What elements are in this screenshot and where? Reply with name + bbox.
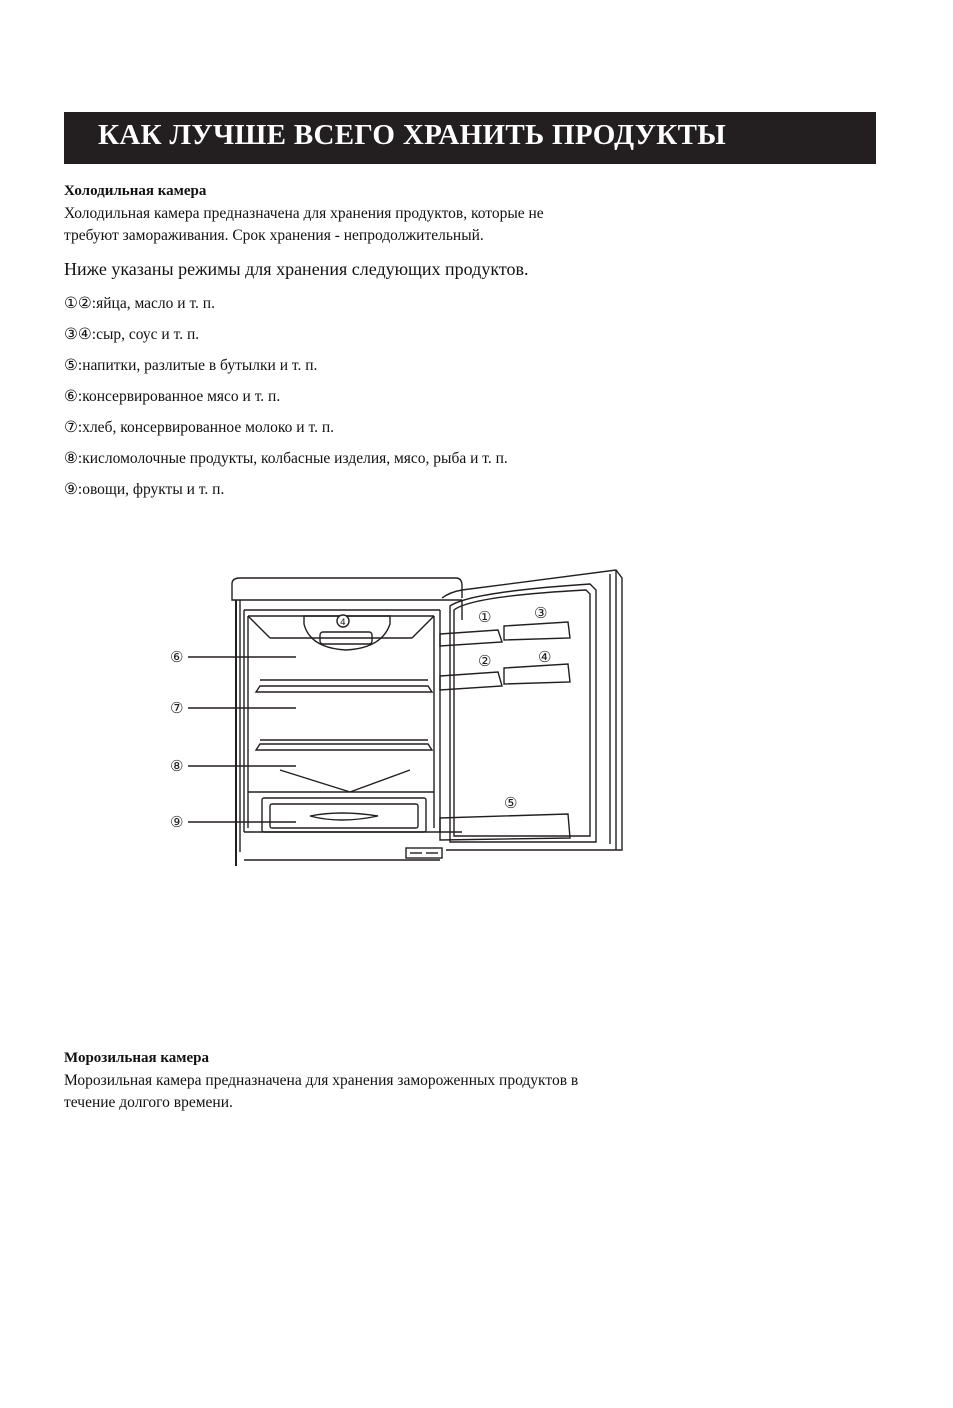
label-7: ⑦	[170, 699, 184, 717]
list-item: ⑤:напитки, разлитые в бутылки и т. п.	[64, 357, 318, 374]
list-item: ③④:сыр, соус и т. п.	[64, 326, 200, 343]
label-1: ①	[478, 608, 492, 626]
list-item: ⑥:консервированное мясо и т. п.	[64, 388, 281, 405]
list-item: ⑧:кисломолочные продукты, колбасные изделия, мясо, рыба и т. п.	[64, 450, 508, 467]
fridge-description-line-1: Холодильная камера предназначена для хранения продуктов, которые не	[64, 205, 544, 222]
page-title: КАК ЛУЧШЕ ВСЕГО ХРАНИТЬ ПРОДУКТЫ	[98, 119, 727, 151]
thermostat-box	[304, 615, 390, 650]
fridge-description-line-2: требуют замораживания. Срок хранения - непродолжительный.	[64, 227, 484, 244]
shelves	[248, 680, 434, 792]
thermostat-mark: 4	[340, 618, 346, 628]
crisper-drawer	[262, 798, 426, 832]
label-4: ④	[538, 648, 552, 666]
label-9: ⑨	[170, 813, 184, 831]
freezer-heading: Морозильная камера	[64, 1050, 209, 1066]
fridge-description	[64, 203, 544, 247]
list-item: ①②:яйца, масло и т. п.	[64, 295, 215, 312]
storage-intro: Ниже указаны режимы для хранения следующих продуктов.	[64, 259, 529, 279]
label-5: ⑤	[504, 794, 518, 812]
list-item: ⑨:овощи, фрукты и т. п.	[64, 481, 225, 498]
list-item: ⑦:хлеб, консервированное молоко и т. п.	[64, 419, 334, 436]
label-2: ②	[478, 652, 492, 670]
freezer-description-line-1: Морозильная камера предназначена для хранения замороженных продуктов в	[64, 1072, 579, 1089]
freezer-description	[64, 1070, 578, 1114]
fridge-diagram	[150, 560, 630, 870]
label-8: ⑧	[170, 757, 184, 775]
label-3: ③	[534, 604, 548, 622]
fridge-heading: Холодильная камера	[64, 183, 207, 199]
control-panel	[406, 848, 442, 858]
page-title-bar	[64, 112, 876, 164]
storage-list	[64, 293, 508, 510]
fridge-door	[442, 570, 622, 850]
label-6: ⑥	[170, 648, 184, 666]
freezer-description-line-2: течение долгого времени.	[64, 1094, 233, 1111]
